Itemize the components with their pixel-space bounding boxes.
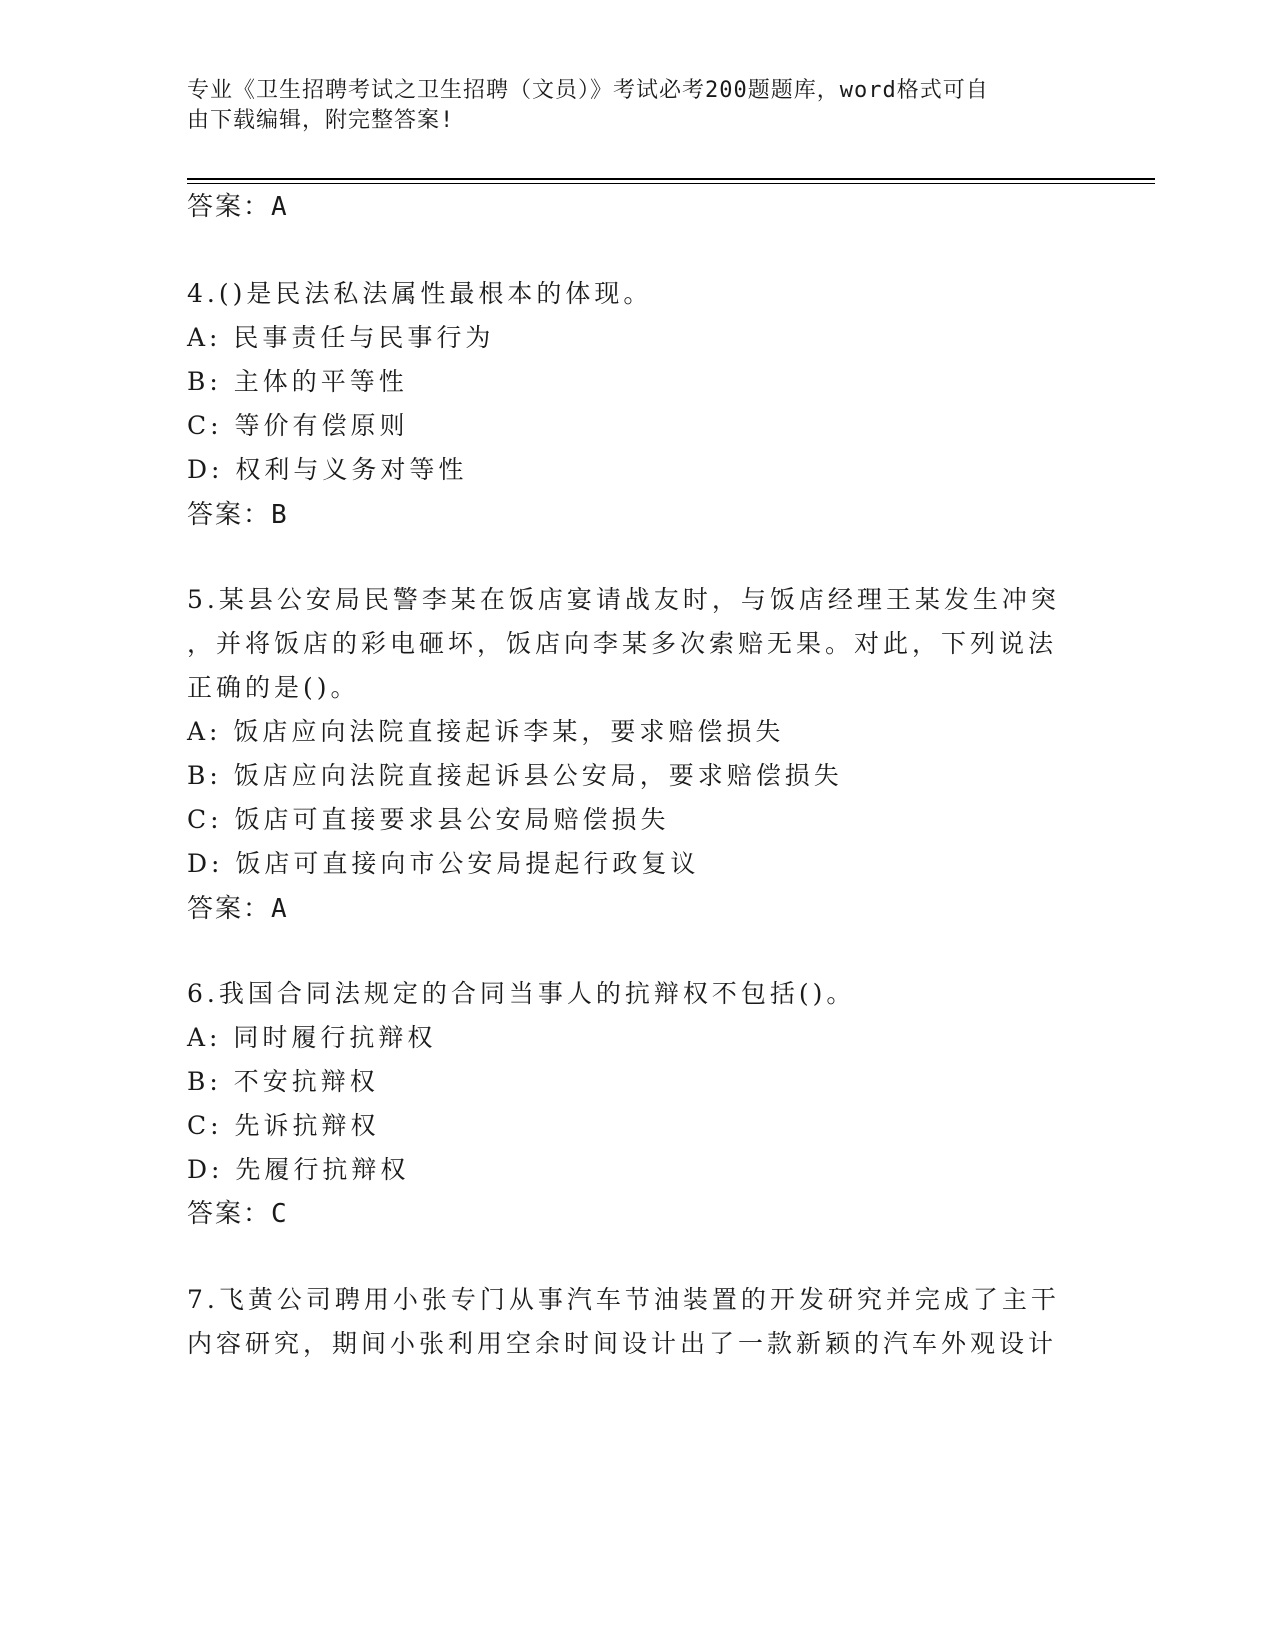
- header-divider: [187, 178, 1155, 180]
- answer-label: 答案：: [187, 192, 272, 222]
- question-5-text-line-2: ，并将饭店的彩电砸坏，饭店向李某多次索赔无果。对此，下列说法: [187, 629, 1058, 658]
- header-line-1: 专业《卫生招聘考试之卫生招聘（文员）》考试必考200题题库，word格式可自: [187, 78, 989, 103]
- header-divider-thin: [187, 183, 1155, 184]
- answer-value: C: [271, 1199, 289, 1229]
- answer-label: 答案：: [187, 894, 272, 924]
- question-6-option-a: A: 同时履行抗辩权: [187, 1023, 437, 1052]
- question-6-option-c: C: 先诉抗辩权: [187, 1111, 380, 1140]
- question-5-option-b: B: 饭店应向法院直接起诉县公安局，要求赔偿损失: [187, 761, 843, 790]
- answer-line: [187, 888, 289, 925]
- answer-value: A: [271, 894, 289, 924]
- question-7-text-line-2: 内容研究，期间小张利用空余时间设计出了一款新颖的汽车外观设计: [187, 1329, 1058, 1358]
- question-4-option-c: C: 等价有偿原则: [187, 411, 409, 440]
- question-4-option-d: D: 权利与义务对等性: [187, 455, 468, 484]
- question-4-option-a: A: 民事责任与民事行为: [187, 323, 495, 352]
- answer-value: A: [271, 192, 289, 222]
- answer-label: 答案：: [187, 1199, 272, 1229]
- header-line-2: 由下载编辑，附完整答案!: [187, 108, 455, 133]
- question-7-text-line-1: 7.飞黄公司聘用小张专门从事汽车节油装置的开发研究并完成了主干: [187, 1285, 1060, 1314]
- question-5-option-a: A: 饭店应向法院直接起诉李某，要求赔偿损失: [187, 717, 785, 746]
- question-5-option-d: D: 饭店可直接向市公安局提起行政复议: [187, 849, 700, 878]
- question-6-option-d: D: 先履行抗辩权: [187, 1155, 410, 1184]
- answer-line: [187, 186, 289, 223]
- question-4-text: 4.()是民法私法属性最根本的体现。: [187, 279, 653, 308]
- question-4-option-b: B: 主体的平等性: [187, 367, 408, 396]
- answer-line: [187, 494, 289, 531]
- question-6-option-b: B: 不安抗辩权: [187, 1067, 379, 1096]
- document-header: [187, 76, 1067, 136]
- answer-label: 答案：: [187, 500, 272, 530]
- question-5-text-line-3: 正确的是()。: [187, 673, 360, 702]
- question-6-text: 6.我国合同法规定的合同当事人的抗辩权不包括()。: [187, 979, 856, 1008]
- question-5-option-c: C: 饭店可直接要求县公安局赔偿损失: [187, 805, 670, 834]
- question-5-text-line-1: 5.某县公安局民警李某在饭店宴请战友时，与饭店经理王某发生冲突: [187, 585, 1060, 614]
- answer-value: B: [271, 500, 289, 530]
- answer-line: [187, 1193, 289, 1230]
